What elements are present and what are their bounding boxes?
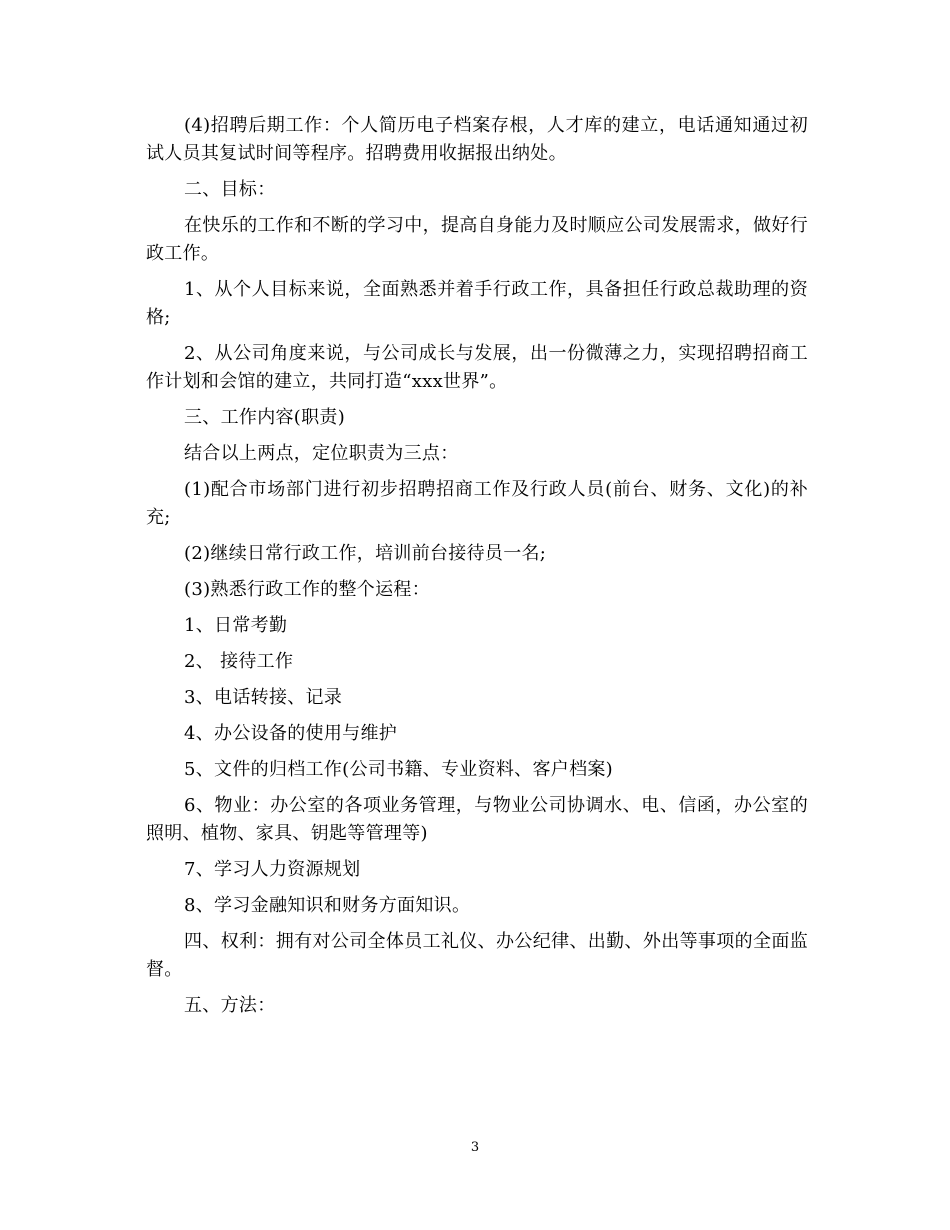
list-item: 2、从公司角度来说，与公司成长与发展，出一份微薄之力，实现招聘招商工作计划和会馆的建立，共同打造“xxx世界”。 (146, 343, 808, 392)
list-item: 6、物业：办公室的各项业务管理，与物业公司协调水、电、信函，办公室的照明、植物、家具、钥匙等管理等) (146, 795, 808, 844)
paragraph: (4)招聘后期工作：个人简历电子档案存根，人才库的建立，电话通知通过初试人员其复试时间等程序。招聘费用收据报出纳处。 (146, 115, 808, 164)
list-item: (2)继续日常行政工作，培训前台接待员一名; (184, 543, 547, 564)
section-heading: 三、工作内容(职责) (184, 407, 346, 428)
list-item: 5、文件的归档工作(公司书籍、专业资料、客户档案) (184, 759, 613, 780)
list-item: (3)熟悉行政工作的整个运程： (184, 579, 430, 600)
list-item: 1、从个人目标来说，全面熟悉并着手行政工作，具备担任行政总裁助理的资格; (146, 279, 808, 328)
list-item: 1、日常考勤 (184, 615, 288, 636)
page-number: 3 (470, 1140, 480, 1155)
list-item: 7、学习人力资源规划 (184, 859, 361, 880)
list-item: 2、 接待工作 (184, 651, 294, 672)
document-body (146, 112, 808, 1028)
list-item: 8、学习金融知识和财务方面知识。 (184, 895, 471, 916)
paragraph: 结合以上两点，定位职责为三点： (184, 443, 459, 464)
list-item: (1)配合市场部门进行初步招聘招商工作及行政人员(前台、财务、文化)的补充; (146, 479, 808, 528)
list-item: 4、办公设备的使用与维护 (184, 723, 398, 744)
section-heading: 二、目标： (184, 179, 276, 200)
list-item: 3、电话转接、记录 (184, 687, 343, 708)
section-heading: 五、方法： (184, 995, 276, 1016)
section-heading: 四、权利：拥有对公司全体员工礼仪、办公纪律、出勤、外出等事项的全面监督。 (146, 931, 808, 980)
paragraph: 在快乐的工作和不断的学习中，提高自身能力及时顺应公司发展需求，做好行政工作。 (146, 215, 808, 264)
